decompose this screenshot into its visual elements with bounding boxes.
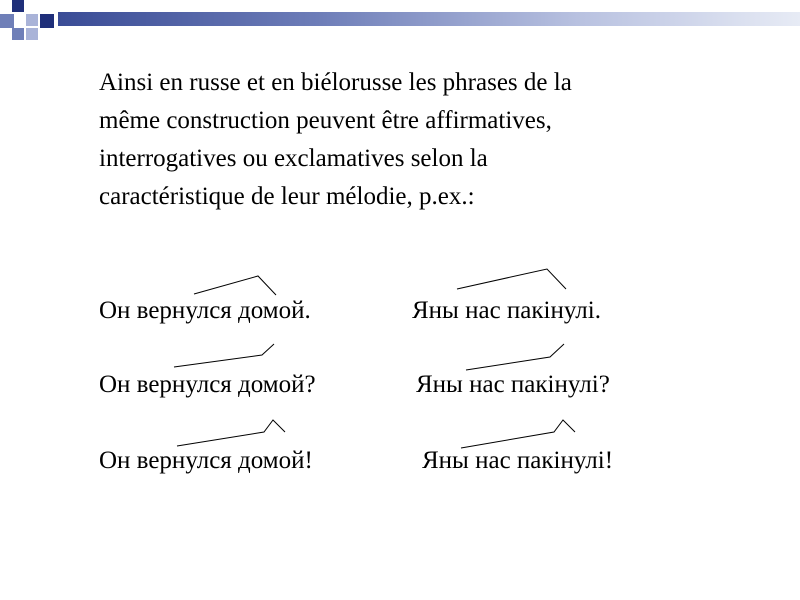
russian-exclamation: Он вернулся домой! xyxy=(99,447,313,474)
intro-line: caractéristique de leur mélodie, p.ex.: xyxy=(99,183,475,210)
contour-russian-statement xyxy=(194,276,276,295)
contour-belarusian-statement xyxy=(457,269,566,289)
contour-belarusian-exclamation xyxy=(461,420,575,448)
belarusian-exclamation: Яны нас пакінулі! xyxy=(422,447,614,474)
belarusian-question: Яны нас пакінулі? xyxy=(416,371,610,398)
contour-russian-question xyxy=(174,344,274,367)
belarusian-statement: Яны нас пакінулі. xyxy=(412,297,601,324)
intro-line: Ainsi en russe et en biélorusse les phrases de la xyxy=(99,69,572,96)
contour-russian-exclamation xyxy=(177,420,285,446)
intro-line: même construction peuvent être affirmatives, xyxy=(99,107,552,134)
russian-question: Он вернулся домой? xyxy=(99,371,316,398)
contour-belarusian-question xyxy=(466,344,564,370)
russian-statement: Он вернулся домой. xyxy=(99,297,311,324)
intro-line: interrogatives ou exclamatives selon la xyxy=(99,145,488,172)
